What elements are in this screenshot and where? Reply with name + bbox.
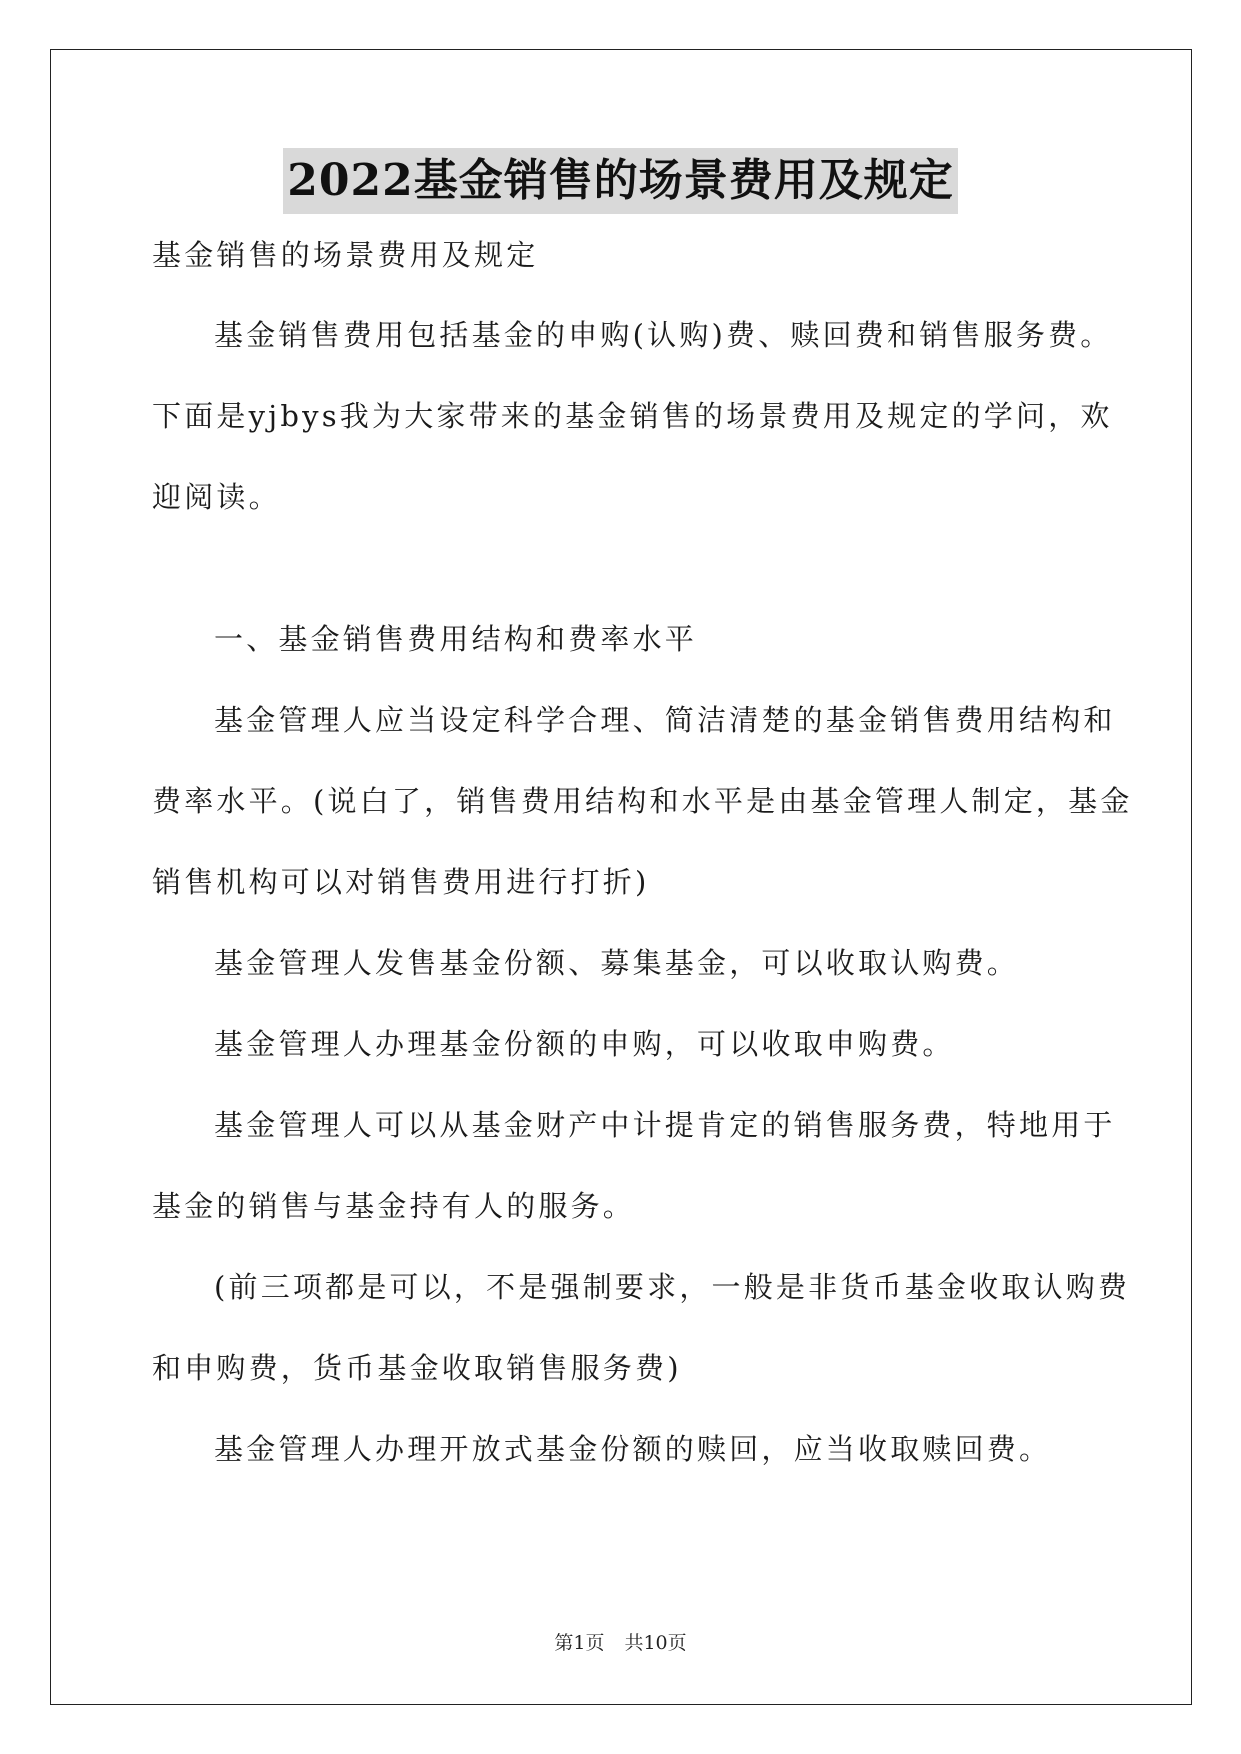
paragraph-line: 一、基金销售费用结构和费率水平 xyxy=(214,622,698,656)
paragraph-line: 基金管理人办理基金份额的申购，可以收取申购费。 xyxy=(214,1027,955,1061)
paragraph-line: (前三项都是可以，不是强制要求，一般是非货币基金收取认购费 xyxy=(214,1270,1131,1304)
paragraph-redemption-fee xyxy=(152,1409,1092,1490)
page-footer xyxy=(0,1628,1241,1655)
paragraph-line: 基金管理人发售基金份额、募集基金，可以收取认购费。 xyxy=(214,946,1020,980)
paragraph-line: 基金销售的场景费用及规定 xyxy=(152,238,539,272)
paragraph-line: 基金销售费用包括基金的申购(认购)费、赎回费和销售服务费。 xyxy=(214,318,1113,352)
paragraph-intro xyxy=(152,295,1113,538)
section-heading xyxy=(152,599,1092,680)
paragraph-line: 基金管理人可以从基金财产中计提肯定的销售服务费，特地用于 xyxy=(214,1108,1116,1142)
paragraph-service-fee xyxy=(152,1085,1116,1247)
paragraph-line: 基金的销售与基金持有人的服务。 xyxy=(152,1189,636,1223)
paragraph-line: 基金管理人办理开放式基金份额的赎回，应当收取赎回费。 xyxy=(214,1432,1052,1466)
page-number: 第1页 xyxy=(554,1632,605,1654)
paragraph-fee-structure xyxy=(152,680,1133,923)
paragraph-subscription-fee xyxy=(152,923,1092,1004)
paragraph-line: 和申购费，货币基金收取销售服务费) xyxy=(152,1351,682,1385)
paragraph-line: 下面是yjbys我为大家带来的基金销售的场景费用及规定的学问，欢 xyxy=(152,399,1113,433)
paragraph-note xyxy=(152,1247,1131,1409)
page-total: 共10页 xyxy=(624,1632,687,1654)
paragraph-line: 基金管理人应当设定科学合理、简洁清楚的基金销售费用结构和 xyxy=(214,703,1116,737)
paragraph-purchase-fee xyxy=(152,1004,1092,1085)
title-container xyxy=(0,148,1241,214)
paragraph-line: 费率水平。(说白了，销售费用结构和水平是由基金管理人制定，基金 xyxy=(152,784,1133,818)
paragraph-subtitle xyxy=(152,215,1092,296)
document-title: 2022基金销售的场景费用及规定 xyxy=(283,148,957,214)
paragraph-line: 销售机构可以对销售费用进行打折) xyxy=(152,865,650,899)
paragraph-line: 迎阅读。 xyxy=(152,480,281,514)
